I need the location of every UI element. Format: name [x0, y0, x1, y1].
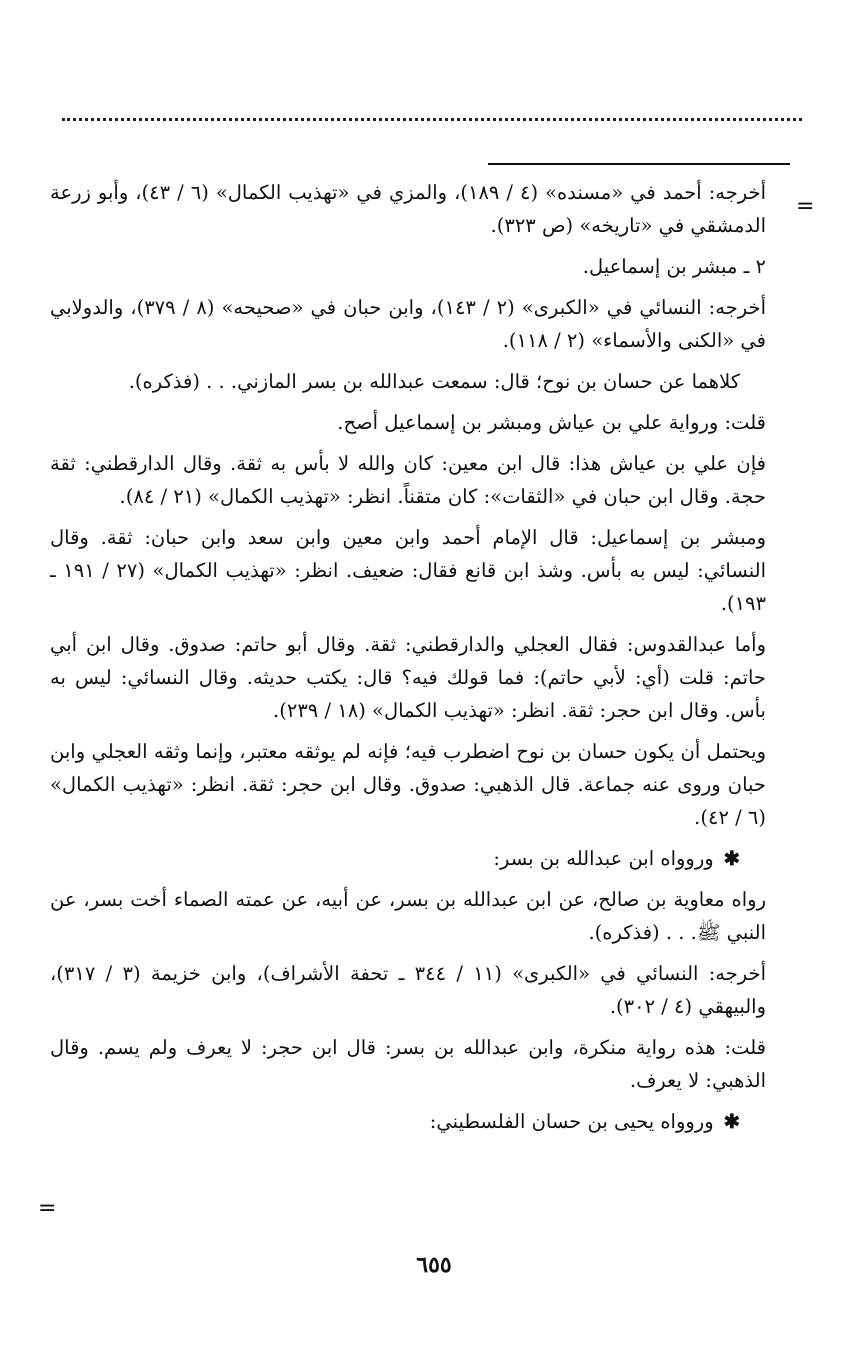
paragraph: رواه معاوية بن صالح، عن ابن عبدالله بن بسر، عن أبيه، عن عمته الصماء أخت بسر، عن النبي ﷺ. . . (فذكره).	[50, 888, 766, 944]
section-heading-text: وروواه ابن عبدالله بن بسر:	[493, 847, 714, 870]
paragraph: ومبشر بن إسماعيل: قال الإمام أحمد وابن معين وابن سعد وابن حبان: ثقة. وقال النسائي: ليس به بأس. وشذ ابن قانع فقال: ضعيف. انظر: «تهذيب الكمال» (٢٧ / ١٩١ ـ ١٩٣).	[50, 526, 767, 615]
paragraph: أخرجه: النسائي في «الكبرى» (١١ / ٣٤٤ ـ تحفة الأشراف)، وابن خزيمة (٣ / ٣١٧)، والبيهقي (٤ / ٣٠٢).	[50, 962, 767, 1018]
paragraph: أخرجه: النسائي في «الكبرى» (٢ / ١٤٣)، وابن حبان في «صحيحه» (٨ / ٣٧٩)، والدولابي في «الكنى والأسماء» (٢ / ١١٨).	[50, 296, 766, 352]
continuation-mark-bottom: =	[38, 1196, 57, 1221]
page-number: ٦٥٥	[416, 1252, 452, 1278]
paragraph: ٢ ـ مبشر بن إسماعيل.	[582, 255, 766, 278]
top-dotted-rule	[62, 118, 802, 121]
paragraph: أخرجه: أحمد في «مسنده» (٤ / ١٨٩)، والمزي في «تهذيب الكمال» (٦ / ٤٣)، وأبو زرعة الدمشقي في «تاريخه» (ص ٣٢٣).	[50, 181, 767, 237]
paragraph: وأما عبدالقدوس: فقال العجلي والدارقطني: ثقة. وقال أبو حاتم: صدوق. وقال ابن أبي حاتم: قلت (أي: لأبي حاتم): فما قولك فيه؟ قال: يكتب حديثه. وقال النسائي: ليس به بأس. وقال ابن حجر: ثقة. انظر: «تهذيب الكمال» (١٨ / ٢٣٩).	[50, 633, 766, 722]
footnote-separator	[488, 163, 790, 165]
paragraph: فإن علي بن عياش هذا: قال ابن معين: كان والله لا بأس به ثقة. وقال الدارقطني: ثقة حجة. وقال ابن حبان في «الثقات»: كان متقناً. انظر: «تهذيب الكمال» (٢١ / ٨٤).	[50, 452, 766, 508]
section-heading-text: وروواه يحيى بن حسان الفلسطيني:	[429, 1110, 714, 1133]
paragraph: قلت: هذه رواية منكرة، وابن عبدالله بن بسر: قال ابن حجر: لا يعرف ولم يسم. وقال الذهبي: لا يعرف.	[50, 1036, 766, 1092]
paragraph: قلت: ورواية علي بن عياش ومبشر بن إسماعيل أصح.	[337, 411, 766, 434]
footnote-text	[50, 176, 792, 1146]
continuation-mark-top: =	[796, 194, 815, 219]
section-heading	[50, 1105, 792, 1138]
paragraph: ويحتمل أن يكون حسان بن نوح اضطرب فيه؛ فإنه لم يوثقه معتبر، وإنما وثقه العجلي وابن حبان وروى عنه جماعة. قال الذهبي: صدوق. وقال ابن حجر: ثقة. انظر: «تهذيب الكمال» (٦ / ٤٢).	[50, 740, 766, 829]
star-icon: ✱	[723, 1110, 740, 1133]
star-icon: ✱	[723, 847, 740, 870]
section-heading	[50, 842, 792, 875]
paragraph: كلاهما عن حسان بن نوح؛ قال: سمعت عبدالله بن بسر المازني. . . (فذكره).	[128, 370, 740, 393]
